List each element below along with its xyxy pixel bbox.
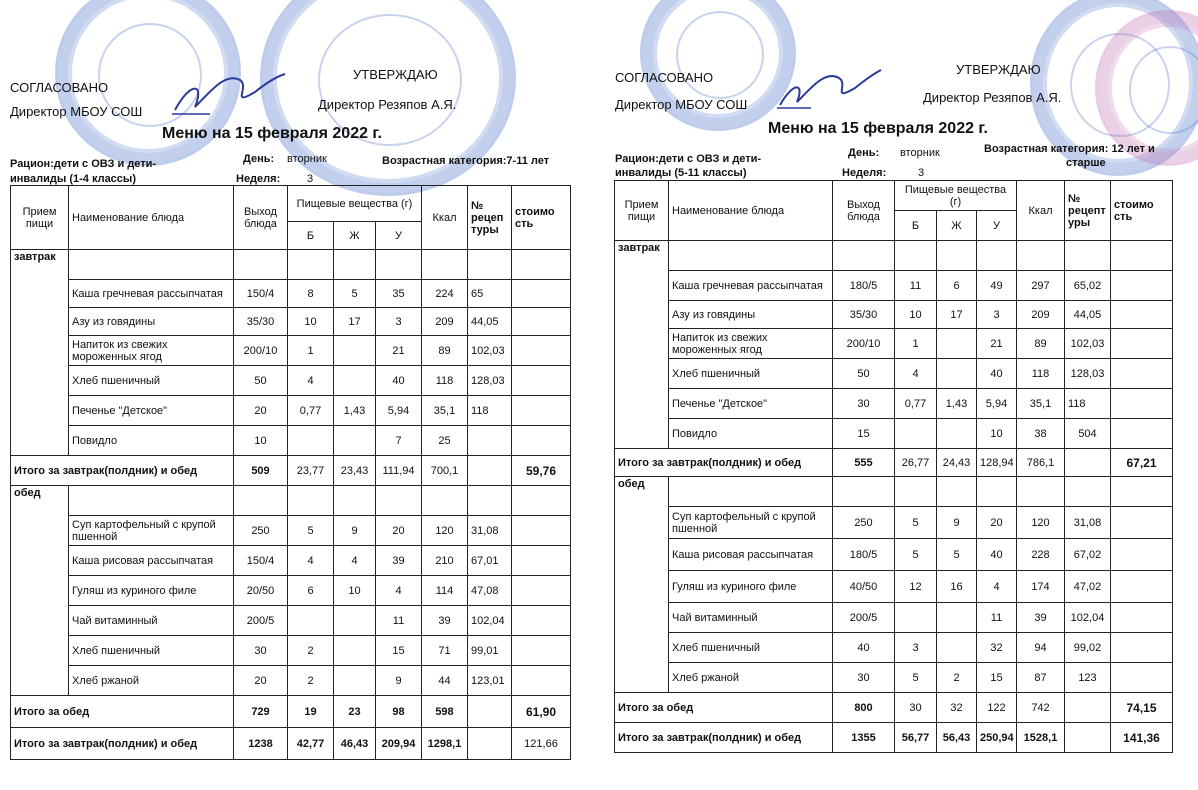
grand-total-row: Итого за завтрак(полдник) и обед 1238 42,77 46,43 209,94 1298,1 121,66 [11, 728, 571, 760]
table-row: Напиток из свежих мороженных ягод 200/10 1 21 89 102,03 [11, 336, 571, 366]
age-label: Возрастная категория:7-11 лет [382, 155, 550, 167]
table-row: Хлеб ржаной 20 2 9 44 123,01 [11, 666, 571, 696]
table-row: Каша рисовая рассыпчатая 150/4 4 4 39 210 67,01 [11, 546, 571, 576]
table-row: Азу из говядины 35/30 10 17 3 209 44,05 [615, 301, 1173, 329]
header-recipe: № рецеп туры [468, 186, 512, 250]
table-row: Чай витаминный 200/5 11 39 102,04 [615, 603, 1173, 633]
table-row: Хлеб ржаной 30 5 2 15 87 123 [615, 663, 1173, 693]
table-row: Печенье "Детское" 20 0,77 1,43 5,94 35,1 118 [11, 396, 571, 426]
table-row: Гуляш из куриного филе 20/50 6 10 4 114 47,08 [11, 576, 571, 606]
day-value: вторник [287, 153, 327, 165]
menu-table-right [614, 180, 1173, 753]
table-row: Повидло 10 7 25 [11, 426, 571, 456]
approved-label: СОГЛАСОВАНО [615, 70, 714, 85]
approved-label: СОГЛАСОВАНО [10, 80, 109, 95]
menu-sheet-right [600, 0, 1198, 790]
header-u: У [376, 222, 422, 250]
header-b: Б [895, 211, 937, 241]
header-kcal: Ккал [422, 186, 468, 250]
week-value: 3 [918, 167, 925, 179]
header-meal: Прием пищи [615, 181, 669, 241]
section-lunch: обед [615, 477, 669, 693]
age-label-2: старше [1066, 157, 1106, 169]
header-nutrients: Пищевые вещества (г) [288, 186, 422, 222]
approved-by: Директор МБОУ СОШ [615, 97, 748, 112]
breakfast-total-row: Итого за завтрак(полдник) и обед 509 23,77 23,43 111,94 700,1 59,76 [11, 456, 571, 486]
table-row: Хлеб пшеничный 50 4 40 118 128,03 [615, 359, 1173, 389]
day-label: День: [243, 153, 275, 165]
header-u: У [977, 211, 1017, 241]
table-row: Суп картофельный с крупой пшенной 250 5 9 20 120 31,08 [615, 507, 1173, 539]
lunch-total-row: Итого за обед 729 19 23 98 598 61,90 [11, 696, 571, 728]
table-row: Азу из говядины 35/30 10 17 3 209 44,05 [11, 308, 571, 336]
lunch-total-row: Итого за обед 800 30 32 122 742 74,15 [615, 693, 1173, 723]
header-meal: Прием пищи [11, 186, 69, 250]
menu-sheet-left [0, 0, 585, 790]
header-nutrients: Пищевые вещества (г) [895, 181, 1017, 211]
week-label: Неделя: [236, 173, 281, 185]
header-dish: Наименование блюда [669, 181, 833, 241]
breakfast-total-row: Итого за завтрак(полдник) и обед 555 26,77 24,43 128,94 786,1 67,21 [615, 449, 1173, 477]
approved-by: Директор МБОУ СОШ [10, 104, 143, 119]
table-row: Суп картофельный с крупой пшенной 250 5 9 20 120 31,08 [11, 516, 571, 546]
grand-total-row: Итого за завтрак(полдник) и обед 1355 56,77 56,43 250,94 1528,1 141,36 [615, 723, 1173, 753]
header-yield: Выход блюда [234, 186, 288, 250]
header-kcal: Ккал [1017, 181, 1065, 241]
ration-label-2: инвалиды (1-4 классы) [10, 173, 136, 185]
week-label: Неделя: [842, 167, 887, 179]
confirm-by: Директор Резяпов А.Я. [318, 97, 457, 112]
page-title: Меню на 15 февраля 2022 г. [162, 125, 382, 142]
age-label: Возрастная категория: 12 лет и [984, 143, 1155, 155]
ration-label-2: инвалиды (5-11 классы) [615, 167, 747, 179]
header-recipe: № рецепт уры [1065, 181, 1111, 241]
ration-label: Рацион:дети с ОВЗ и дети- [615, 153, 762, 165]
section-breakfast: завтрак [615, 241, 669, 449]
header-cost: стоимо сть [1111, 181, 1173, 241]
ration-label: Рацион:дети с ОВЗ и дети- [10, 158, 157, 170]
confirm-label: УТВЕРЖДАЮ [956, 62, 1041, 77]
menu-table-left [10, 185, 571, 760]
section-breakfast: завтрак [11, 250, 69, 456]
header-zh: Ж [937, 211, 977, 241]
table-row: Каша гречневая рассыпчатая 180/5 11 6 49 297 65,02 [615, 271, 1173, 301]
table-row: Хлеб пшеничный 40 3 32 94 99,02 [615, 633, 1173, 663]
section-lunch: обед [11, 486, 69, 696]
header-b: Б [288, 222, 334, 250]
table-row: Гуляш из куриного филе 40/50 12 16 4 174 47,02 [615, 571, 1173, 603]
header-dish: Наименование блюда [69, 186, 234, 250]
confirm-by: Директор Резяпов А.Я. [923, 90, 1062, 105]
table-row: Хлеб пшеничный 50 4 40 118 128,03 [11, 366, 571, 396]
header-yield: Выход блюда [833, 181, 895, 241]
header-cost: стоимо сть [512, 186, 571, 250]
table-row: Каша гречневая рассыпчатая 150/4 8 5 35 224 65 [11, 280, 571, 308]
confirm-label: УТВЕРЖДАЮ [353, 67, 438, 82]
table-row: Печенье "Детское" 30 0,77 1,43 5,94 35,1 118 [615, 389, 1173, 419]
table-row: Хлеб пшеничный 30 2 15 71 99,01 [11, 636, 571, 666]
table-row: Повидло 15 10 38 504 [615, 419, 1173, 449]
table-row: Чай витаминный 200/5 11 39 102,04 [11, 606, 571, 636]
signature-icon [170, 62, 290, 132]
header-zh: Ж [334, 222, 376, 250]
day-label: День: [848, 147, 880, 159]
page-title: Меню на 15 февраля 2022 г. [768, 120, 988, 137]
day-value: вторник [900, 147, 940, 159]
table-row: Напиток из свежих мороженных ягод 200/10 1 21 89 102,03 [615, 329, 1173, 359]
week-value: 3 [307, 173, 314, 185]
table-row: Каша рисовая рассыпчатая 180/5 5 5 40 228 67,02 [615, 539, 1173, 571]
